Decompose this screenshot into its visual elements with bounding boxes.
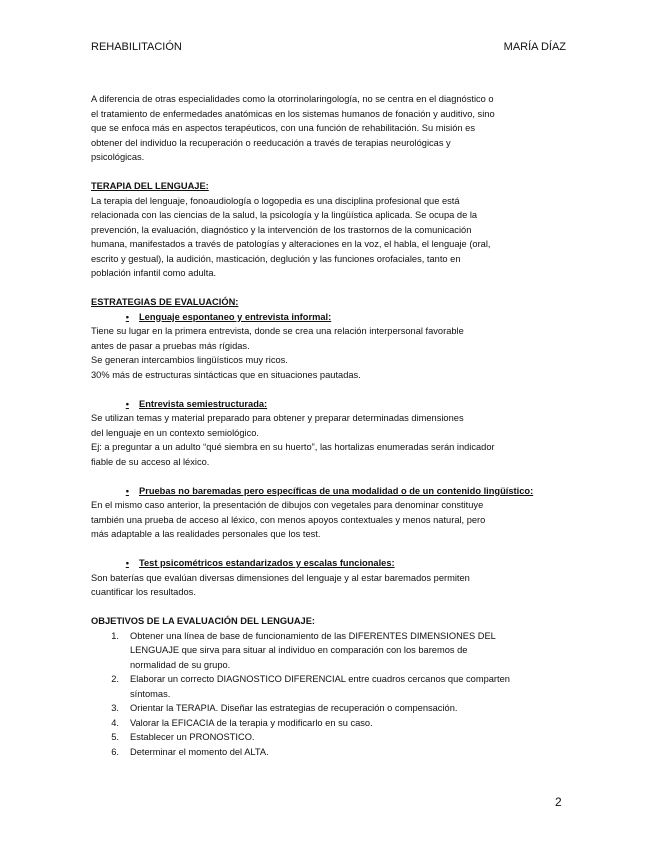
section-title-estrategias: ESTRATEGIAS DE EVALUACIÓN: [91,297,239,307]
list-item [91,745,569,760]
strategy-item [91,484,569,542]
strategy-heading: Test psicométricos estandarizados y escalas funcionales: [139,558,395,568]
document-body [91,92,569,759]
list-item [91,716,569,731]
item-number: 2. [111,674,119,684]
objectives-list [91,629,569,760]
header-left: REHABILITACIÓN [91,41,182,53]
text-line: Orientar la TERAPIA. Diseñar las estrategias de recuperación o compensación. [130,703,458,713]
text-line: En el mismo caso anterior, la presentación de dibujos con vegetales para denominar constituye [91,500,484,510]
text-line: relacionada con las ciencias de la salud, la psicología y la lingüística aplicada. Se ocupa de la [91,210,478,220]
bullet-icon: • [125,558,129,568]
text-line: fiable de su acceso al léxico. [91,456,210,467]
text-line: población infantil como adulta. [91,268,217,278]
intro-paragraph [91,92,569,165]
item-number: 1. [111,630,119,641]
bullet-icon: • [125,485,129,496]
text-line: obtener del individuo la recuperación o reeducación a través de terapias neurológicas y [91,137,451,148]
text-line: 30% más de estructuras sintácticas que en situaciones pautadas. [91,369,361,380]
text-line: del lenguaje en un contexto semiológico. [91,427,259,438]
text-line: Valorar la EFICACIA de la terapia y modificarlo en su caso. [130,717,373,728]
text-line: Tiene su lugar en la primera entrevista, donde se crea una relación interpersonal favorable [91,326,464,336]
text-line: Ej: a preguntar a un adulto “qué siembra en su huerto”, las hortalizas enumeradas serán indicador [91,442,495,452]
text-line: cuantificar los resultados. [91,587,196,597]
text-line: Establecer un PRONOSTICO. [130,732,255,742]
text-line: Son baterías que evalúan diversas dimensiones del lenguaje y al estar baremados permiten [91,572,470,583]
text-line: Determinar el momento del ALTA. [130,746,269,757]
section-title-terapia: TERAPIA DEL LENGUAJE: [91,181,209,191]
text-line: Obtener una línea de base de funcionamiento de las DIFERENTES DIMENSIONES DEL [130,630,496,641]
item-number: 3. [111,703,119,713]
text-line: A diferencia de otras especialidades como la otorrinolaringología, no se centra en el diagnóstico o [91,94,494,104]
page-number: 2 [555,795,562,809]
text-line: síntomas. [130,688,171,699]
text-line: el tratamiento de enfermedades anatómicas en los sistemas humanos de fonación y auditivo, sino [91,108,495,119]
item-number: 4. [111,717,119,728]
bullet-icon: • [125,398,129,409]
text-line: prevención, la evaluación, diagnóstico y la intervención de los trastornos de la comunicación [91,224,472,235]
terapia-paragraph [91,194,569,281]
text-line: que se enfoca más en aspectos terapéuticos, con una función de rehabilitación. Su misión es [91,123,475,133]
page-header [91,40,566,55]
section-title-objetivos: OBJETIVOS DE LA EVALUACIÓN DEL LENGUAJE: [91,616,316,626]
text-line: Elaborar un correcto DIAGNOSTICO DIFERENCIAL entre cuadros cercanos que comparten [130,674,510,684]
text-line: antes de pasar a pruebas más rígidas. [91,340,250,351]
text-line: humana, manifestados a través de patologías y alteraciones en la voz, el habla, el lenguaje (oral, [91,239,491,249]
item-number: 6. [111,746,119,757]
header-right: MARÍA DÍAZ [503,41,566,53]
text-line: también una prueba de acceso al léxico, con menos apoyos contextuales y menos natural, pero [91,514,486,525]
text-line: Se utilizan temas y material preparado para obtener y preparar determinadas dimensiones [91,413,464,423]
strategy-item [91,310,569,383]
text-line: La terapia del lenguaje, fonoaudiología o logopedia es una disciplina profesional que está [91,195,460,206]
list-item [91,730,569,745]
strategy-item [91,556,569,600]
text-line: LENGUAJE que sirva para situar al individuo en comparación con los baremos de [130,645,468,655]
list-item [91,701,569,716]
text-line: normalidad de su grupo. [130,659,231,670]
text-line: psicológicas. [91,152,145,162]
strategy-heading: Entrevista semiestructurada: [139,398,268,409]
strategy-item [91,397,569,470]
list-item [91,629,569,673]
text-line: más adaptable a las realidades personales que los test. [91,529,321,539]
list-item [91,672,569,701]
strategy-heading: Pruebas no baremadas pero específicas de una modalidad o de un contenido lingüístico: [139,485,534,496]
item-number: 5. [111,732,119,742]
text-line: Se generan intercambios lingüísticos muy ricos. [91,355,288,365]
text-line: escrito y gestual), la audición, masticación, deglución y las funciones orofaciales, tanto en [91,253,461,264]
strategy-heading: Lenguaje espontaneo y entrevista informal: [139,311,332,322]
bullet-icon: • [125,311,129,322]
